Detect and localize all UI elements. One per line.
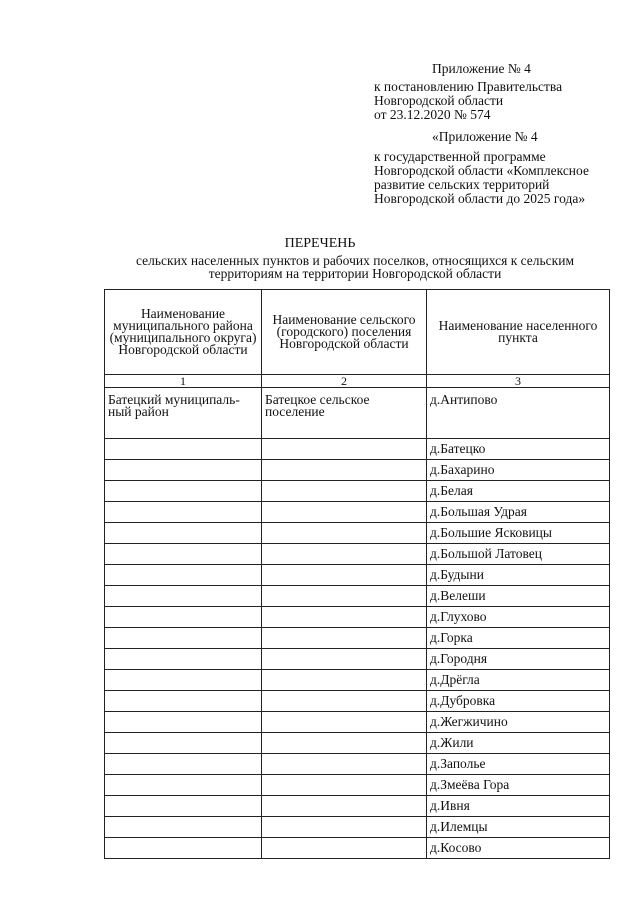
locality-cell: д.Велеши bbox=[427, 586, 610, 607]
table-row bbox=[105, 586, 610, 607]
locality-cell: д.Жили bbox=[427, 733, 610, 754]
locality-cell: д.Белая bbox=[427, 481, 610, 502]
settlement-cell bbox=[262, 628, 427, 649]
document-title: ПЕРЕЧЕНЬ bbox=[284, 236, 356, 251]
table-row bbox=[105, 838, 610, 859]
resolution-line: к постановлению Правительства bbox=[374, 79, 563, 94]
district-cell bbox=[105, 628, 262, 649]
locality-cell: д.Дрёгла bbox=[427, 670, 610, 691]
locality-cell: д.Большая Удрая bbox=[427, 502, 610, 523]
locality-cell: д.Бахарино bbox=[427, 460, 610, 481]
settlement-cell bbox=[262, 439, 427, 460]
table-row bbox=[105, 754, 610, 775]
inner-appendix-title: «Приложение № 4 bbox=[432, 129, 538, 144]
district-cell bbox=[105, 523, 262, 544]
district-cell bbox=[105, 754, 262, 775]
table-row bbox=[105, 523, 610, 544]
column-number: 2 bbox=[262, 375, 427, 388]
program-line: Новгородской области «Комплексное bbox=[374, 163, 589, 178]
table-row bbox=[105, 817, 610, 838]
locality-cell: д.Большие Ясковицы bbox=[427, 523, 610, 544]
district-cell bbox=[105, 439, 262, 460]
settlement-cell bbox=[262, 523, 427, 544]
district-cell bbox=[105, 733, 262, 754]
table-row bbox=[105, 502, 610, 523]
header-locality: Наименование населенного пункта bbox=[427, 290, 610, 375]
settlement-cell: Батецкое сельское поселение bbox=[262, 388, 427, 439]
program-line: к государственной программе bbox=[374, 149, 546, 164]
settlement-cell bbox=[262, 502, 427, 523]
district-cell bbox=[105, 586, 262, 607]
settlement-cell bbox=[262, 754, 427, 775]
locality-cell: д.Антипово bbox=[427, 388, 610, 439]
district-cell bbox=[105, 817, 262, 838]
locality-cell: д.Косово bbox=[427, 838, 610, 859]
locality-cell: д.Горка bbox=[427, 628, 610, 649]
district-cell bbox=[105, 670, 262, 691]
district-cell bbox=[105, 607, 262, 628]
table-row bbox=[105, 670, 610, 691]
settlement-cell bbox=[262, 796, 427, 817]
table-row bbox=[105, 796, 610, 817]
table-row bbox=[105, 712, 610, 733]
resolution-line: от 23.12.2020 № 574 bbox=[374, 107, 491, 122]
locality-cell: д.Будыни bbox=[427, 565, 610, 586]
locality-cell: д.Ивня bbox=[427, 796, 610, 817]
settlement-cell bbox=[262, 544, 427, 565]
column-number: 3 bbox=[427, 375, 610, 388]
table-row bbox=[105, 775, 610, 796]
table-header-row bbox=[105, 290, 610, 375]
table-row bbox=[105, 649, 610, 670]
table-row bbox=[105, 607, 610, 628]
table-row bbox=[105, 628, 610, 649]
district-cell bbox=[105, 796, 262, 817]
table-row bbox=[105, 481, 610, 502]
header-settlement: Наименование сельского (городского) поселения Новгородской области bbox=[262, 290, 427, 375]
column-number-row bbox=[105, 375, 610, 388]
district-cell bbox=[105, 544, 262, 565]
appendix-title: Приложение № 4 bbox=[432, 61, 531, 76]
table-row bbox=[105, 439, 610, 460]
document-subtitle bbox=[100, 254, 610, 280]
district-cell bbox=[105, 838, 262, 859]
district-cell bbox=[105, 565, 262, 586]
table-row bbox=[105, 691, 610, 712]
settlement-cell bbox=[262, 838, 427, 859]
locality-cell: д.Дубровка bbox=[427, 691, 610, 712]
district-cell bbox=[105, 691, 262, 712]
column-number: 1 bbox=[105, 375, 262, 388]
inner-appendix-header bbox=[374, 130, 634, 144]
settlement-cell bbox=[262, 691, 427, 712]
subtitle-line: территориям на территории Новгородской области bbox=[208, 266, 502, 281]
appendix-header bbox=[374, 62, 634, 76]
district-cell bbox=[105, 649, 262, 670]
locality-cell: д.Большой Латовец bbox=[427, 544, 610, 565]
settlement-cell bbox=[262, 481, 427, 502]
district-cell bbox=[105, 775, 262, 796]
program-line: развитие сельских территорий bbox=[374, 177, 550, 192]
settlement-cell bbox=[262, 460, 427, 481]
table-row bbox=[105, 733, 610, 754]
settlement-cell bbox=[262, 607, 427, 628]
settlements-table bbox=[104, 289, 610, 859]
resolution-reference bbox=[374, 80, 634, 122]
settlement-cell bbox=[262, 670, 427, 691]
locality-cell: д.Батецко bbox=[427, 439, 610, 460]
subtitle-line: сельских населенных пунктов и рабочих поселков, относящихся к сельским bbox=[135, 253, 574, 268]
locality-cell: д.Глухово bbox=[427, 607, 610, 628]
program-line: Новгородской области до 2025 года» bbox=[374, 191, 586, 206]
settlement-cell bbox=[262, 565, 427, 586]
locality-cell: д.Илемцы bbox=[427, 817, 610, 838]
district-cell bbox=[105, 502, 262, 523]
settlement-cell bbox=[262, 775, 427, 796]
table-row bbox=[105, 460, 610, 481]
settlement-cell bbox=[262, 817, 427, 838]
settlement-cell bbox=[262, 712, 427, 733]
settlement-cell bbox=[262, 733, 427, 754]
district-cell bbox=[105, 481, 262, 502]
district-cell bbox=[105, 460, 262, 481]
district-cell bbox=[105, 712, 262, 733]
table-row bbox=[105, 565, 610, 586]
locality-cell: д.Городня bbox=[427, 649, 610, 670]
resolution-line: Новгородской области bbox=[374, 93, 504, 108]
program-reference bbox=[374, 150, 634, 206]
settlement-cell bbox=[262, 586, 427, 607]
settlement-cell bbox=[262, 649, 427, 670]
header-district: Наименование муниципального района (муниципального округа) Новгородской области bbox=[105, 290, 262, 375]
table-row bbox=[105, 388, 610, 439]
district-cell: Батецкий муниципаль-ный район bbox=[105, 388, 262, 439]
table-row bbox=[105, 544, 610, 565]
locality-cell: д.Змеёва Гора bbox=[427, 775, 610, 796]
locality-cell: д.Жегжичино bbox=[427, 712, 610, 733]
locality-cell: д.Заполье bbox=[427, 754, 610, 775]
